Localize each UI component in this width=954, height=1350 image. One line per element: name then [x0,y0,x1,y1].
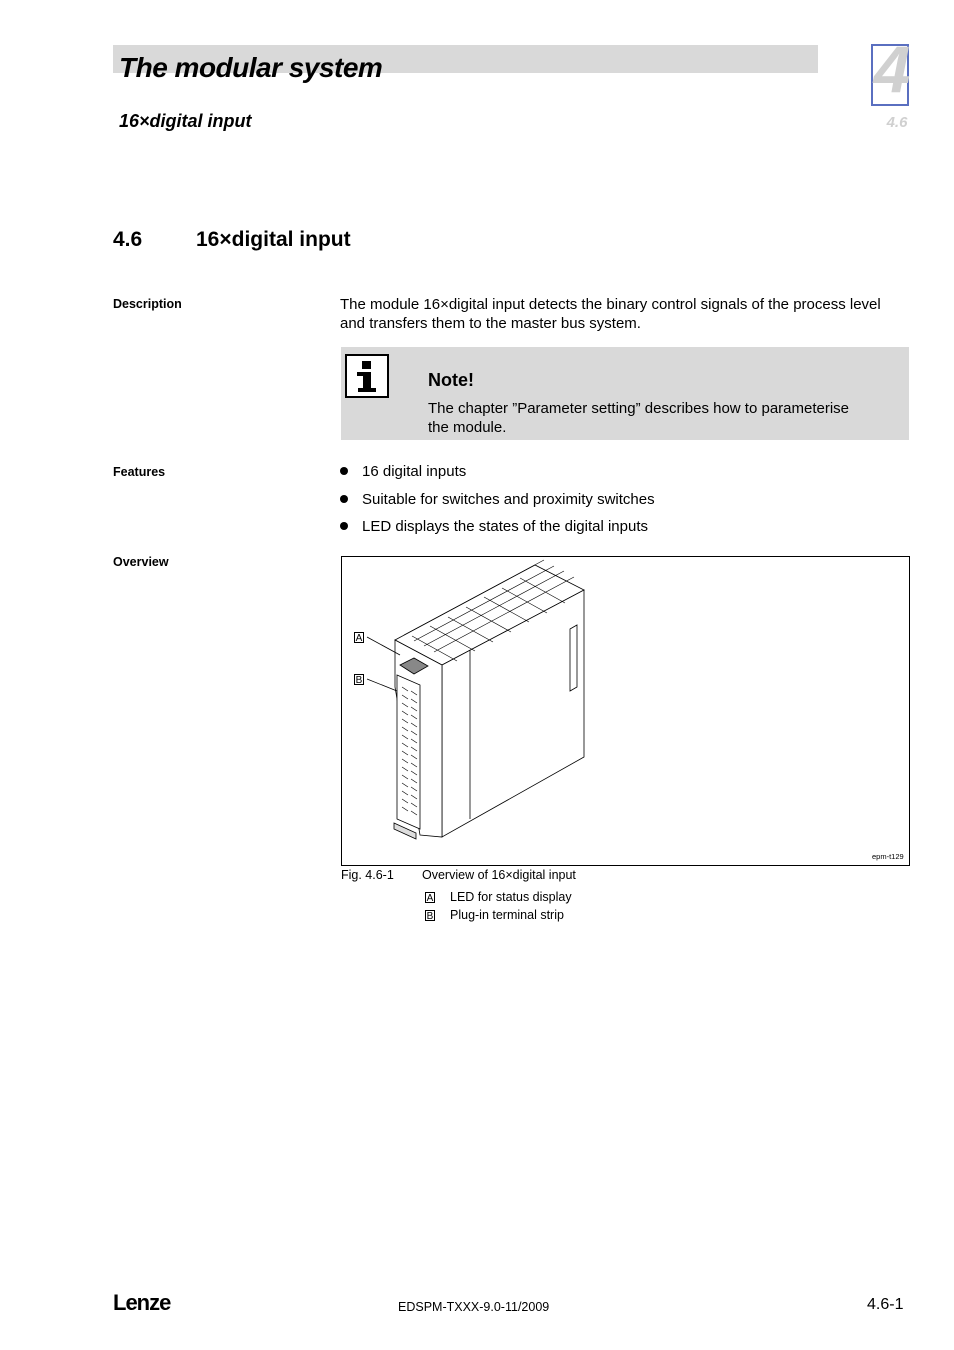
figure-number: Fig. 4.6-1 [341,868,394,882]
description-line: The module 16×digital input detects the binary control signals of the process level [340,296,881,313]
legend-key-a: A [426,893,434,904]
figure-code: epm-t129 [872,852,904,861]
description-text [340,295,881,333]
chapter-title: The modular system [119,52,383,83]
document-id: EDSPM-TXXX-9.0-11/2009 [398,1300,550,1314]
feature-item: 16 digital inputs [340,463,466,480]
callout-b: B [355,675,363,686]
chapter-number: 4 [873,32,911,106]
legend-key-b: B [426,911,434,922]
section-number: 4.6 [113,228,143,251]
note-line: the module. [428,419,507,436]
chapter-section: 4.6 [886,114,908,131]
note-line: The chapter ”Parameter setting” describes how to parameterise [428,400,850,417]
chapter-subtitle: 16×digital input [119,111,252,131]
module-illustration [342,557,908,865]
lenze-logo: Lenze [113,1290,171,1315]
feature-item: Suitable for switches and proximity switches [340,491,655,508]
note-text [428,399,898,437]
description-line: and transfers them to the master bus system. [340,315,641,332]
overview-label: Overview [113,555,169,569]
info-icon [345,354,389,398]
feature-item: LED displays the states of the digital inputs [340,518,648,535]
bullet-icon [340,495,348,503]
bullet-icon [340,522,348,530]
note-title: Note! [428,370,474,390]
legend-text-a: LED for status display [450,890,572,904]
description-label: Description [113,297,182,311]
legend-text-b: Plug-in terminal strip [450,908,564,922]
section-title: 16×digital input [196,228,351,251]
figure-caption: Overview of 16×digital input [422,868,576,882]
bullet-icon [340,467,348,475]
callout-a: A [355,633,363,644]
page-number: 4.6-1 [867,1296,904,1313]
features-label: Features [113,465,166,479]
